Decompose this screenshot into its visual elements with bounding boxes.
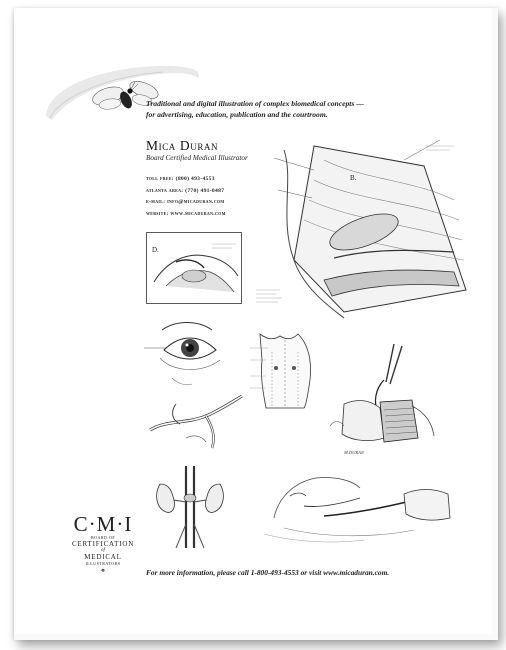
illustrator-name: Mica Duran bbox=[146, 138, 219, 153]
cmi-certification: CERTIFICATION bbox=[71, 540, 135, 548]
artist-signature: M.DURAN bbox=[344, 450, 364, 455]
atlanta-phone: atlanta area: (770) 491-0487 bbox=[146, 187, 225, 194]
instrument-illustration bbox=[324, 342, 442, 460]
tagline-line-1: Traditional and digital illustration of complex biomedical concepts — bbox=[146, 99, 364, 108]
cmi-illustrators: ILLUSTRATORS bbox=[85, 561, 121, 566]
cmi-board-logo bbox=[62, 513, 144, 574]
surgical-illustration-b bbox=[254, 140, 484, 320]
torso-illustration bbox=[250, 330, 324, 410]
eye-illustration bbox=[142, 314, 234, 388]
website-link[interactable]: website: www.micaduran.com bbox=[146, 210, 226, 217]
toll-free-phone: toll free: (800) 493-4553 bbox=[146, 176, 215, 182]
panel-b-label: B. bbox=[350, 174, 357, 182]
cmi-logo-mark: C·M·I bbox=[73, 512, 133, 536]
email-address[interactable]: e-mail: info@micaduran.com bbox=[146, 199, 225, 205]
airway-illustration bbox=[264, 458, 454, 544]
cmi-seal-icon: ❖ bbox=[100, 569, 106, 574]
cmi-of: of bbox=[101, 548, 105, 553]
cmi-board-of: BOARD OF bbox=[90, 535, 116, 540]
contact-block bbox=[146, 174, 226, 220]
tagline-line-2: for advertising, education, publication and the courtroom. bbox=[146, 110, 328, 119]
panel-d-label: D. bbox=[152, 246, 159, 254]
cmi-medical: MEDICAL bbox=[84, 553, 122, 561]
kidney-illustration bbox=[150, 464, 230, 550]
tagline bbox=[146, 98, 466, 120]
vessel-illustration bbox=[146, 390, 246, 456]
surgical-illustration-d bbox=[146, 232, 242, 304]
illustrator-title: Board Certified Medical Illustrator bbox=[146, 154, 248, 162]
footer-contact-line: For more information, please call 1-800-493-4553 or visit www.micaduran.com. bbox=[146, 568, 390, 577]
brochure-page bbox=[14, 8, 492, 634]
